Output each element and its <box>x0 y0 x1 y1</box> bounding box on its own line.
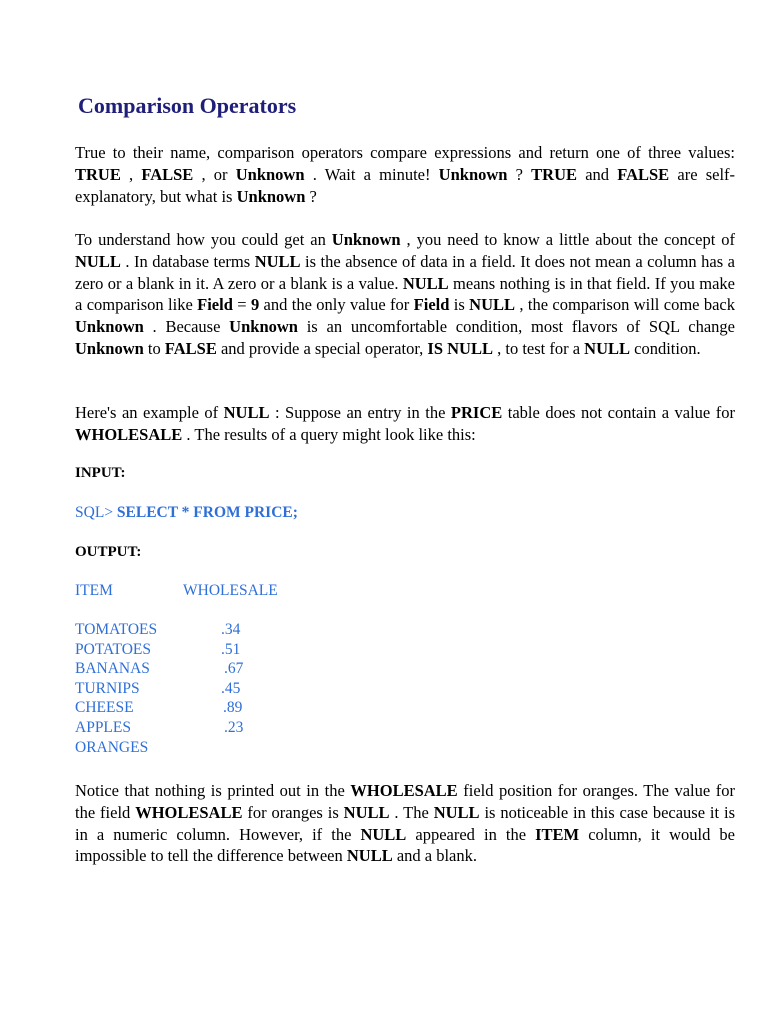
paragraph-intro <box>75 142 735 207</box>
sql-prompt: SQL> <box>75 504 117 521</box>
keyword: NULL <box>223 403 270 422</box>
keyword: NULL <box>402 273 449 293</box>
input-label: INPUT: <box>75 465 126 481</box>
text-run: , the comparison will come back <box>515 295 735 315</box>
table-row <box>75 738 375 758</box>
keyword: NULL <box>433 802 480 822</box>
text-run: = <box>232 295 251 315</box>
text-run: . Because <box>143 317 230 337</box>
text-run: Notice that nothing is printed out in the <box>75 781 351 800</box>
keyword: Unknown <box>229 317 298 337</box>
paragraph-explanation <box>75 780 735 867</box>
keyword: Unknown <box>438 164 508 184</box>
text-run: column, it would be impossible to tell the difference between <box>75 824 735 866</box>
text-run: ? <box>305 186 317 206</box>
result-table-body <box>75 620 375 757</box>
wholesale-cell: .23 <box>224 718 244 736</box>
keyword: Unknown <box>75 317 144 337</box>
text-run: are self-explanatory, but what is <box>75 164 736 206</box>
text-run: True to their name, comparison operators compare expressions and return one of three values: <box>75 143 735 162</box>
sql-statement: SELECT * FROM PRICE; <box>116 504 298 521</box>
text-run: and provide a special operator, <box>216 338 428 358</box>
text-run: means nothing is in that field. If you make a comparison like <box>75 273 735 315</box>
text-run: . Wait a minute! <box>304 164 439 184</box>
keyword: Unknown <box>331 230 401 249</box>
wholesale-cell: .89 <box>223 699 243 717</box>
keyword: Unknown <box>75 338 144 358</box>
keyword: WHOLESALE <box>135 802 243 822</box>
wholesale-cell: .67 <box>224 660 244 678</box>
text-run: is the absence of data in a field. It does not mean a column has a zero or a blank in it. A zero or a blank is a value. <box>75 251 736 293</box>
keyword: PRICE <box>450 403 503 422</box>
table-row <box>75 679 375 699</box>
item-cell: POTATOES <box>75 640 151 658</box>
keyword: NULL <box>254 251 301 271</box>
text-run: , to test for a <box>492 338 585 358</box>
keyword: NULL <box>343 802 390 822</box>
keyword: FALSE <box>141 164 194 184</box>
wholesale-cell: .45 <box>221 679 241 697</box>
keyword: FALSE <box>164 338 217 358</box>
table-row <box>75 698 375 718</box>
text-run: is noticeable in this case because it is in a numeric column. However, if the <box>75 802 736 844</box>
text-run: ? <box>507 164 532 184</box>
output-label: OUTPUT: <box>75 544 142 560</box>
table-row <box>75 718 375 738</box>
result-table-header <box>75 581 375 601</box>
column-header-item: ITEM <box>75 582 113 599</box>
keyword: Field <box>197 295 233 315</box>
keyword: TRUE <box>531 164 578 184</box>
column-header-wholesale: WHOLESALE <box>183 582 278 599</box>
keyword: NULL <box>584 338 631 358</box>
item-cell: TOMATOES <box>75 621 158 638</box>
keyword: NULL <box>469 295 515 315</box>
text-run: and a blank. <box>392 846 478 866</box>
table-header-row <box>75 581 375 601</box>
wholesale-cell: .34 <box>221 621 241 638</box>
page-title: Comparison Operators <box>78 93 297 118</box>
item-cell: TURNIPS <box>75 679 140 697</box>
text-run: appeared in the <box>406 824 536 844</box>
keyword: Unknown <box>236 186 306 206</box>
text-run: to <box>143 338 165 358</box>
keyword: WHOLESALE <box>350 781 458 800</box>
paragraph-null-concept <box>75 229 735 360</box>
keyword: NULL <box>75 251 121 271</box>
text-run: . In database terms <box>120 251 255 271</box>
text-run: for oranges is <box>242 802 344 822</box>
text-run: and the only value for <box>259 295 414 315</box>
text-run: and <box>577 164 618 184</box>
item-cell: APPLES <box>75 718 131 736</box>
keyword: 9 <box>250 295 260 315</box>
keyword: ITEM <box>535 824 580 844</box>
paragraph-example-intro <box>75 402 735 446</box>
text-run: , <box>120 164 142 184</box>
text-run: : Suppose an entry in the <box>269 403 451 422</box>
text-run: table does not contain a value for <box>502 403 735 422</box>
text-run: . The <box>389 802 434 822</box>
text-run: is an uncomfortable condition, most flavors of SQL change <box>297 317 735 337</box>
item-cell: CHEESE <box>75 699 134 717</box>
keyword: FALSE <box>617 164 670 184</box>
text-run: Here's an example of <box>75 403 224 422</box>
text-run: , you need to know a little about the concept of <box>400 230 735 249</box>
keyword: TRUE <box>75 164 121 184</box>
text-run: . The results of a query might look like this: <box>182 424 476 444</box>
wholesale-cell: .51 <box>221 640 241 658</box>
keyword: NULL <box>346 846 393 866</box>
text-run: field position for oranges. The value for the field <box>75 781 735 822</box>
keyword: IS NULL <box>427 338 493 358</box>
sql-code-line <box>75 503 298 523</box>
keyword: Unknown <box>235 164 305 184</box>
text-run: is <box>449 295 470 315</box>
keyword: Field <box>413 295 450 315</box>
table-row <box>75 640 375 660</box>
item-cell: BANANAS <box>75 660 150 678</box>
keyword: WHOLESALE <box>75 424 183 444</box>
table-row <box>75 659 375 679</box>
text-run: To understand how you could get an <box>75 230 332 249</box>
text-run: , or <box>193 164 236 184</box>
item-cell: ORANGES <box>75 738 149 756</box>
text-run: condition. <box>630 338 701 358</box>
keyword: NULL <box>360 824 407 844</box>
table-row <box>75 620 375 640</box>
